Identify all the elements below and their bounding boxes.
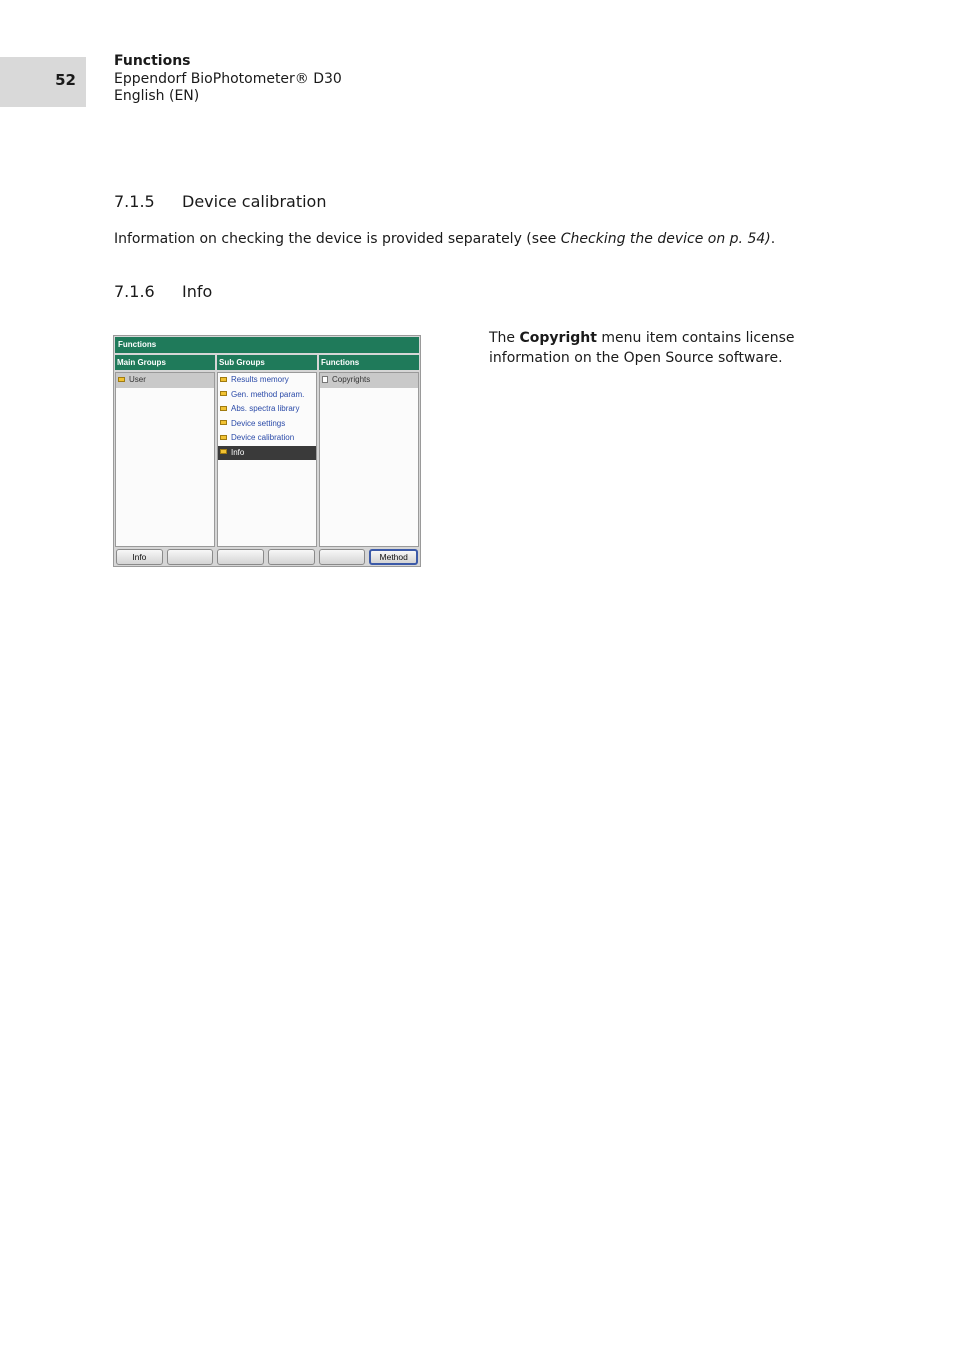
header-title: Functions bbox=[114, 53, 191, 69]
softkey-2[interactable] bbox=[167, 549, 214, 565]
list-item-device-settings[interactable] bbox=[218, 417, 316, 432]
screen-title: Functions bbox=[115, 337, 419, 353]
info-paragraph bbox=[489, 328, 819, 368]
folder-icon bbox=[220, 377, 227, 382]
folder-icon bbox=[220, 391, 227, 396]
item-label: Device settings bbox=[231, 418, 286, 428]
running-header bbox=[114, 53, 342, 106]
item-label: User bbox=[129, 375, 146, 384]
page-tab bbox=[0, 57, 86, 107]
folder-icon bbox=[220, 435, 227, 440]
header-language: English (EN) bbox=[114, 88, 200, 104]
softkey-method[interactable]: Method bbox=[369, 549, 418, 565]
list-item-user[interactable] bbox=[116, 373, 214, 388]
item-label: Results memory bbox=[231, 375, 289, 384]
header-product: Eppendorf BioPhotometer® D30 bbox=[114, 70, 342, 87]
softkey-bar bbox=[116, 549, 418, 566]
paragraph-text-rest: menu item contains license information on the Open Source software. bbox=[489, 330, 795, 366]
cross-reference-link[interactable]: Checking the device on p. 54) bbox=[560, 231, 771, 247]
folder-icon bbox=[220, 406, 227, 411]
paragraph-bold-term: Copyright bbox=[519, 330, 597, 346]
list-item-info[interactable] bbox=[218, 446, 316, 461]
list-item-device-calibration[interactable] bbox=[218, 431, 316, 446]
item-label: Gen. method param. bbox=[231, 389, 305, 399]
device-screen bbox=[113, 335, 421, 567]
section-number: 7.1.6 bbox=[114, 282, 155, 301]
folder-icon bbox=[118, 377, 125, 382]
section-heading-device-calibration bbox=[114, 192, 326, 211]
list-item-gen-method-param[interactable] bbox=[218, 388, 316, 403]
main-groups-column bbox=[115, 355, 215, 547]
column-header: Functions bbox=[319, 355, 419, 370]
column-list bbox=[319, 372, 419, 547]
section-title: Info bbox=[182, 282, 213, 301]
folder-open-icon bbox=[220, 449, 227, 454]
section-number: 7.1.5 bbox=[114, 192, 155, 211]
paragraph-suffix: . bbox=[770, 231, 776, 247]
column-header: Sub Groups bbox=[217, 355, 317, 370]
list-item-results-memory[interactable] bbox=[218, 373, 316, 388]
paragraph-text: The bbox=[489, 330, 520, 346]
calibration-paragraph bbox=[114, 231, 775, 247]
column-list bbox=[115, 372, 215, 547]
section-heading-info bbox=[114, 282, 212, 301]
folder-icon bbox=[220, 420, 227, 425]
list-item-abs-spectra-library[interactable] bbox=[218, 402, 316, 417]
softkey-4[interactable] bbox=[268, 549, 315, 565]
softkey-3[interactable] bbox=[217, 549, 264, 565]
paragraph-text: Information on checking the device is provided separately (see bbox=[114, 231, 561, 247]
item-label: Device calibration bbox=[231, 433, 295, 442]
item-label: Info bbox=[231, 447, 245, 457]
list-item-copyrights[interactable] bbox=[320, 373, 418, 388]
sub-groups-column bbox=[217, 355, 317, 547]
softkey-info[interactable]: Info bbox=[116, 549, 163, 565]
column-header: Main Groups bbox=[115, 355, 215, 370]
item-label: Copyrights bbox=[332, 375, 371, 384]
section-title: Device calibration bbox=[182, 192, 327, 211]
page-number: 52 bbox=[55, 71, 76, 89]
document-icon bbox=[322, 376, 328, 383]
functions-column bbox=[319, 355, 419, 547]
item-label: Abs. spectra library bbox=[231, 404, 300, 413]
softkey-5[interactable] bbox=[319, 549, 366, 565]
column-list bbox=[217, 372, 317, 547]
